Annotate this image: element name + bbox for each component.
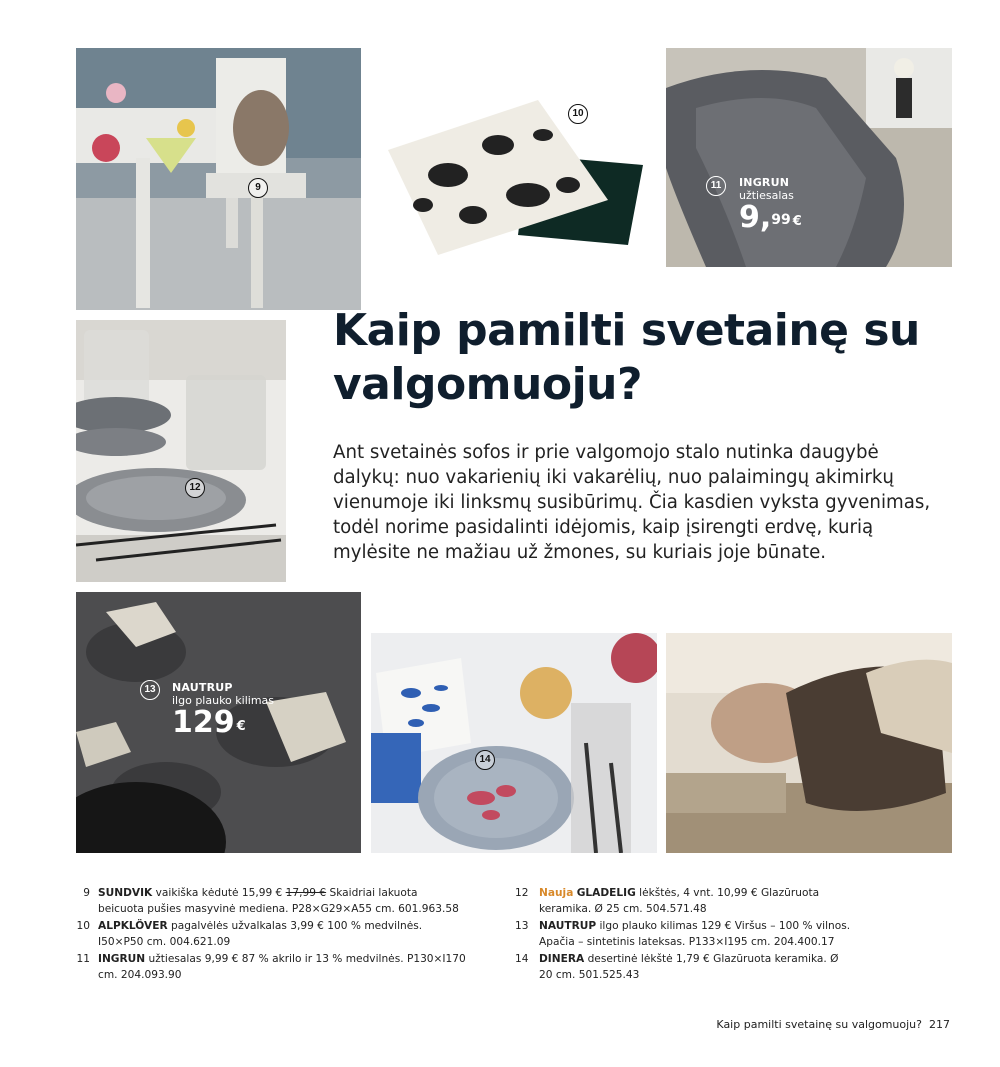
photo-badge: 10 xyxy=(568,104,588,124)
legend-text xyxy=(98,885,466,917)
photo-cushion xyxy=(378,95,648,265)
legend-index: 14 xyxy=(515,953,529,965)
product-desc: užtiesalas xyxy=(739,189,794,202)
footer-title: Kaip pamilti svetainę su valgomuoju? xyxy=(716,1018,922,1031)
legend-old-price: 17,99 € xyxy=(285,887,327,899)
price-tag xyxy=(172,681,274,739)
price-dec: 99 xyxy=(771,212,791,228)
photo-badge: 12 xyxy=(185,478,205,498)
photo-sofa-cushions xyxy=(666,633,952,853)
legend-product-name: DINERA xyxy=(539,953,585,965)
photo-throw-sofa-image xyxy=(666,48,952,267)
photo-plates-glasses xyxy=(76,320,286,582)
legend-index: 11 xyxy=(76,953,90,965)
legend-index: 12 xyxy=(515,887,529,899)
legend-product-name: ALPKLÖVER xyxy=(98,920,168,932)
legend-product-name: GLADELIG xyxy=(576,887,636,899)
legend-index: 9 xyxy=(83,887,90,899)
product-name: NAUTRUP xyxy=(172,681,233,694)
legend-text xyxy=(98,951,466,983)
legend-desc-rest: Skaidriai lakuota beicuota pušies masyvinė mediena. P28×G29×A55 cm. 601.963.58 xyxy=(98,887,459,915)
legend-text xyxy=(539,951,855,983)
legend-index: 10 xyxy=(76,920,90,932)
photo-sofa-cushions-image xyxy=(666,633,952,853)
photo-badge: 11 xyxy=(706,176,726,196)
legend-item xyxy=(76,951,466,983)
legend-product-name: SUNDVIK xyxy=(98,887,153,899)
legend-item xyxy=(515,951,855,983)
product-desc: ilgo plauko kilimas xyxy=(172,694,275,707)
photo-dessert-plate-image xyxy=(371,633,657,853)
product-legend-right xyxy=(515,885,855,984)
photo-badge: 9 xyxy=(248,178,268,198)
price-currency: € xyxy=(792,214,802,229)
new-badge: Nauja xyxy=(539,887,574,899)
photo-plates-glasses-image xyxy=(76,320,286,582)
legend-desc: desertinė lėkštė 1,79 € Glazūruota keramika. Ø 20 cm. 501.525.43 xyxy=(539,953,839,981)
page-title: Kaip pamilti svetainę su valgomuoju? xyxy=(333,305,920,410)
legend-item xyxy=(515,885,855,917)
price-currency: € xyxy=(236,719,246,734)
photo-throw-sofa xyxy=(666,48,952,267)
legend-desc: pagalvėlės užvalkalas 3,99 € 100 % medvilnės. I50×P50 cm. 004.621.09 xyxy=(98,920,423,948)
legend-desc: užtiesalas 9,99 € 87 % akrilo ir 13 % medvilnės. P130×I170 cm. 204.093.90 xyxy=(98,953,466,981)
legend-desc: lėkštės, 4 vnt. 10,99 € Glazūruota keramika. Ø 25 cm. 504.571.48 xyxy=(539,887,820,915)
legend-text xyxy=(539,918,855,950)
price-tag xyxy=(739,176,802,234)
price-int: 9, xyxy=(739,200,772,235)
photo-badge: 13 xyxy=(140,680,160,700)
legend-item xyxy=(76,885,466,917)
photo-dessert-plate xyxy=(371,633,657,853)
page-footer xyxy=(716,1018,950,1031)
legend-product-name: INGRUN xyxy=(98,953,146,965)
photo-rug xyxy=(76,592,361,853)
legend-desc: vaikiška kėdutė 15,99 € xyxy=(152,887,286,899)
photo-cushion-image xyxy=(378,95,648,265)
price-int: 129 xyxy=(172,705,235,740)
legend-desc: ilgo plauko kilimas 129 € Viršus – 100 % vilnos. Apačia – sintetinis lateksas. P133×I195 cm. 204.400.17 xyxy=(539,920,851,948)
page-number: 217 xyxy=(929,1018,950,1031)
legend-index: 13 xyxy=(515,920,529,932)
intro-paragraph: Ant svetainės sofos ir prie valgomojo stalo nutinka daugybė dalykų: nuo vakarienių iki vakarėlių, nuo palaimingų akimirkų vienumoje iki linksmų susibūrimų. Čia kasdien vyksta gyvenimas, todėl norime pasidalinti idėjomis, kaip įsirengti erdvę, kurią mylėsite ne mažiau už žmones, su kuriais joje būnate. xyxy=(333,442,931,563)
product-name: INGRUN xyxy=(739,176,790,189)
legend-text xyxy=(539,885,855,917)
photo-kids-table-chair xyxy=(76,48,361,310)
legend-product-name: NAUTRUP xyxy=(539,920,597,932)
legend-text xyxy=(98,918,466,950)
photo-kids-table-chair-image xyxy=(76,48,361,310)
product-price xyxy=(172,707,274,739)
product-legend-left xyxy=(76,885,466,984)
product-price xyxy=(739,202,802,234)
legend-item xyxy=(76,918,466,950)
photo-badge: 14 xyxy=(475,750,495,770)
legend-item xyxy=(515,918,855,950)
